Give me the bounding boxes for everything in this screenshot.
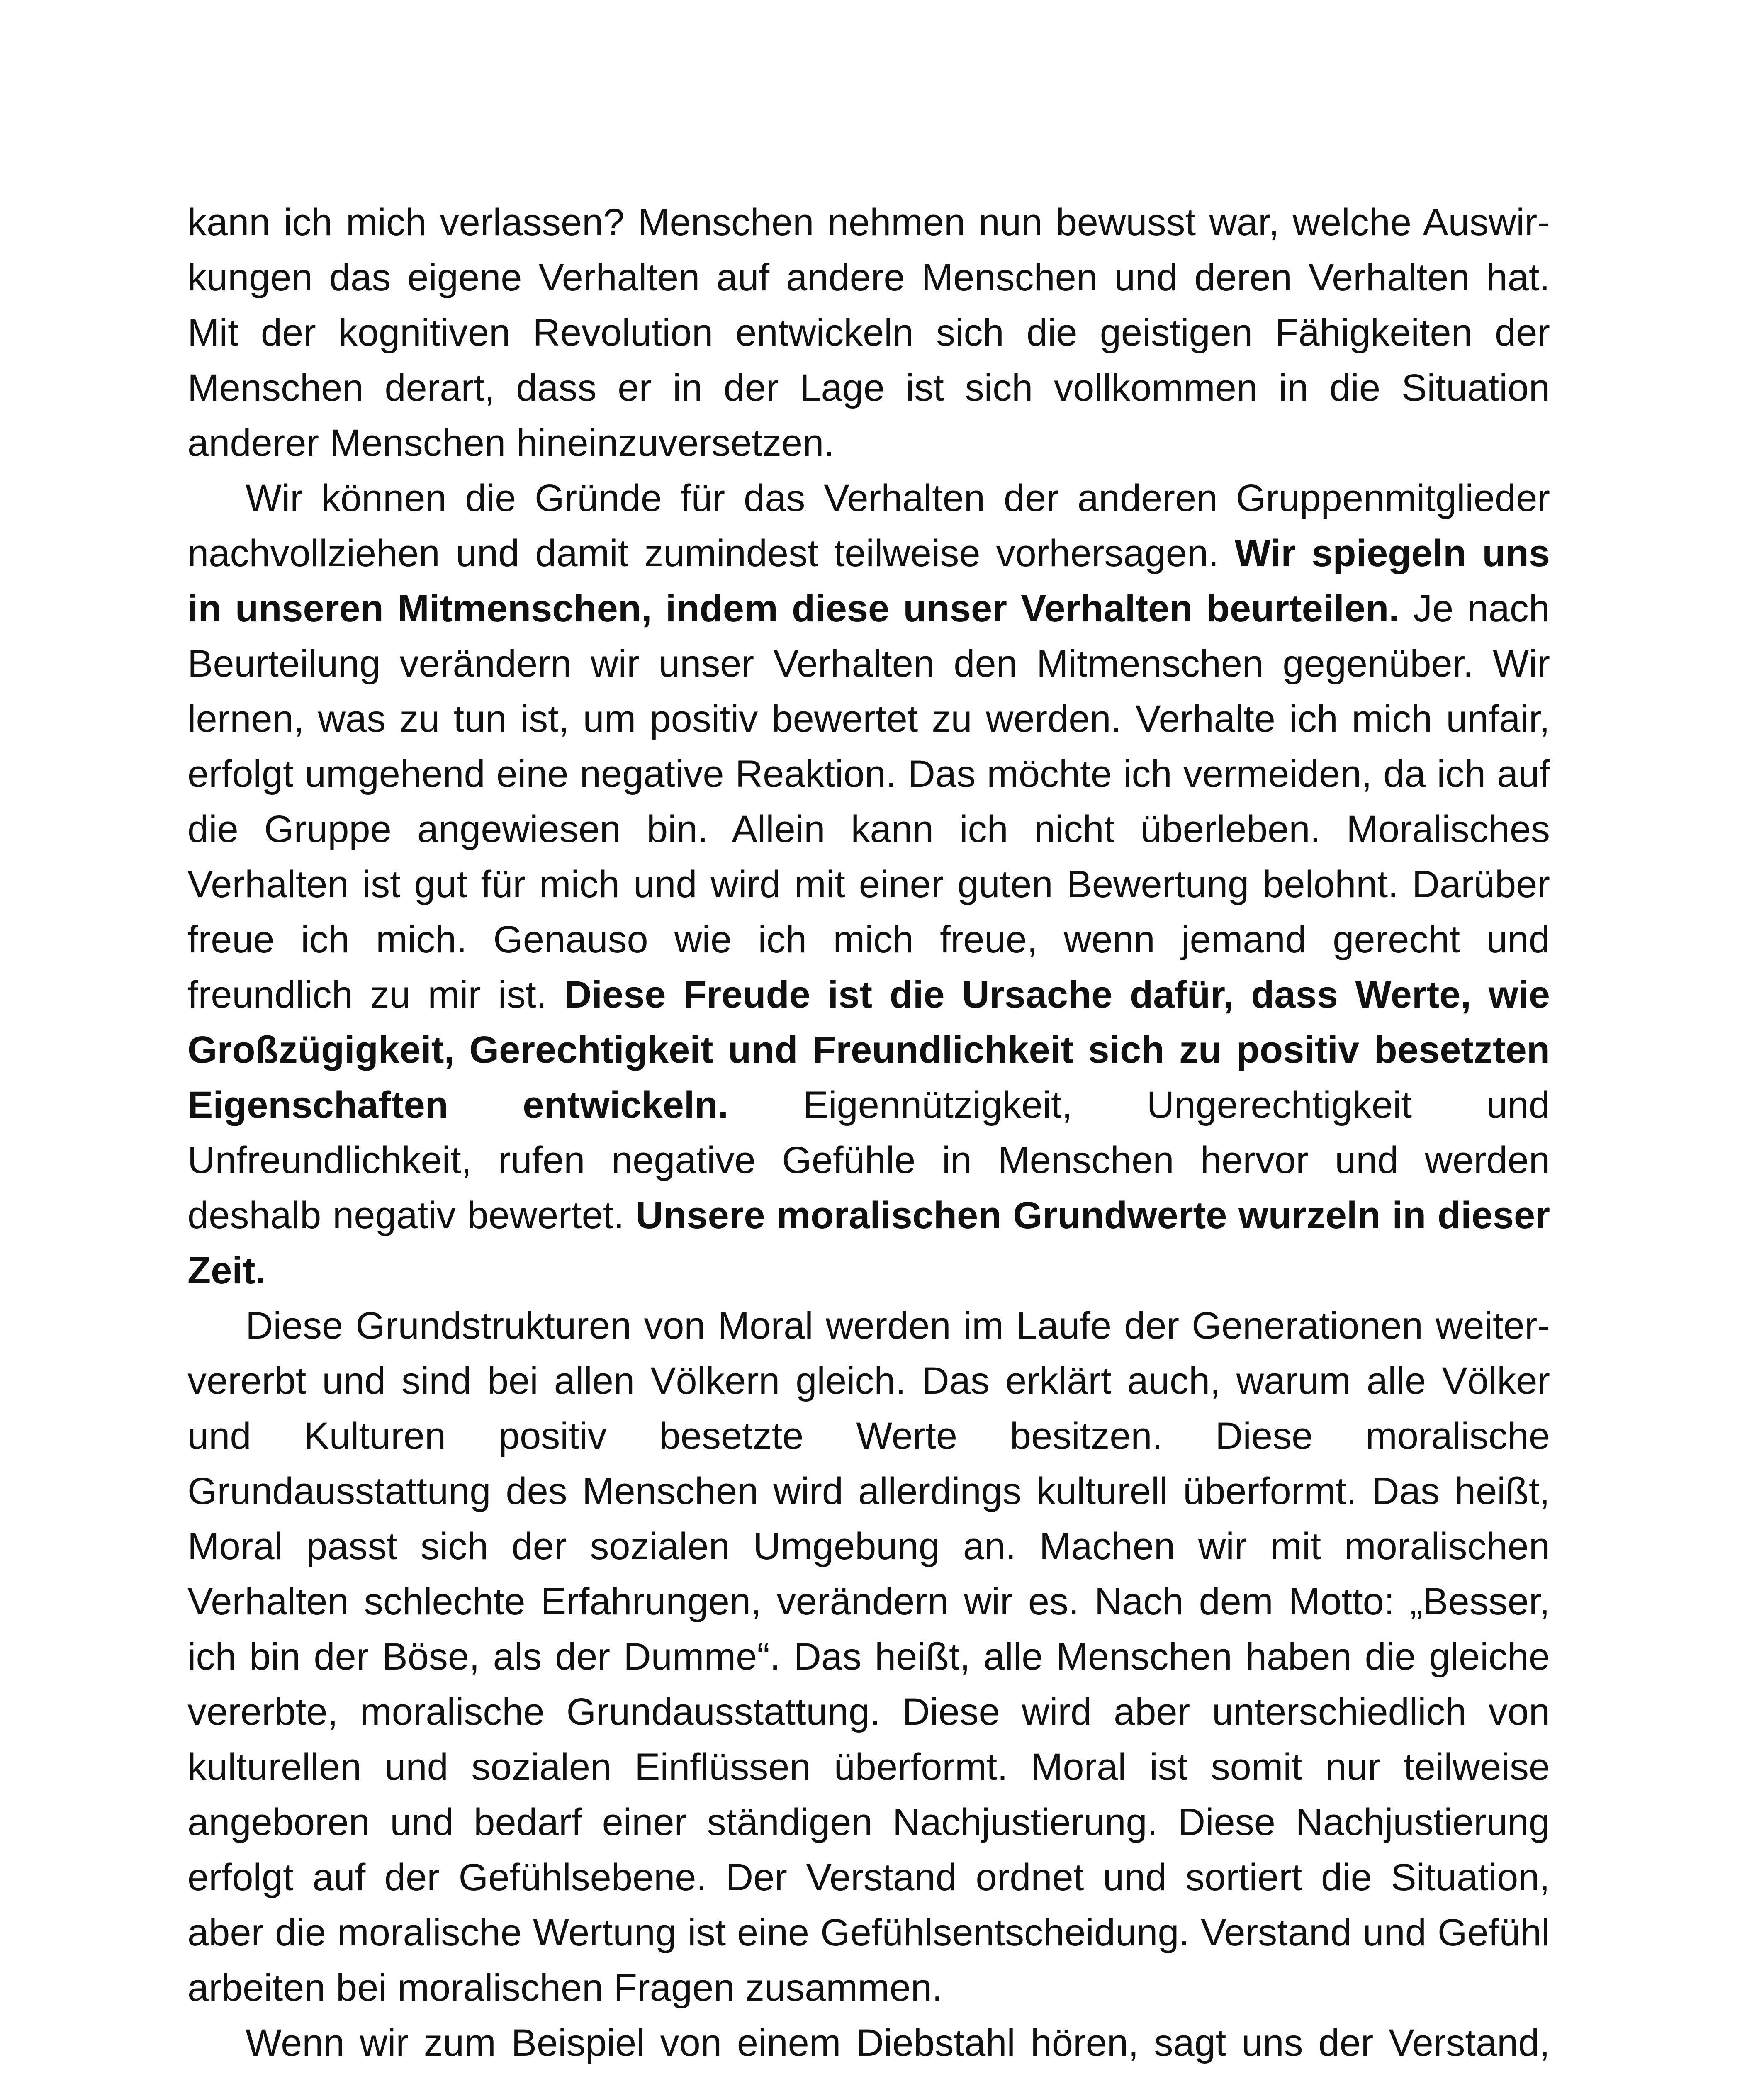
bold-text-run: Diese Freude ist die Ursache dafür, dass Werte, wie Großzügigkeit, Gerechtigkeit und Freundlichkeit sich zu positiv besetzten Eigenschaften entwickeln. xyxy=(187,974,1550,1126)
text-run: Je nach Beurteilung verändern wir unser Verhalten den Mitmenschen gegenüber. Wir lernen, was zu tun ist, um positiv bewertet zu werden. Verhalte ich mich unfair, erfolgt umgehend eine negative Reaktion. Das möchte ich vermeiden, da ich auf die Gruppe angewiesen bin. Allein kann ich nicht überleben. Moralisches Verhalten ist gut für mich und wird mit einer guten Bewertung belohnt. Darüber freue ich mich. Genauso wie ich mich freue, wenn jemand gerecht und freundlich zu mir ist. xyxy=(187,587,1550,1016)
text-run: Wir können die Gründe für das Verhalten der anderen Gruppenmitglieder nachvollziehen und damit zumindest teilweise vorhersagen. xyxy=(187,477,1550,574)
text-run: Diese Grundstrukturen von Moral werden im Laufe der Generationen weitervererbt und sind bei allen Völkern gleich. Das erklärt auch, warum alle Völker und Kulturen positiv besetzte Werte besitzen. Diese moralische Grundausstattung des Menschen wird allerdings kulturell überformt. Das heißt, Moral passt sich der sozialen Umgebung an. Machen wir mit moralischen Verhalten schlechte Erfahrungen, verändern wir es. Nach dem Motto: „Besser, ich bin der Böse, als der Dumme“. Das heißt, alle Menschen haben die gleiche vererbte, moralische Grundausstattung. Diese wird aber unterschiedlich von kulturellen und sozialen Einflüssen überformt. Moral ist somit nur teilweise angeboren und bedarf einer ständigen Nachjustierung. Diese Nachjustierung erfolgt auf der Gefühlsebene. Der Verstand ordnet und sortiert die Situation, aber die moralische Wertung ist eine Gefühlsentscheidung. Verstand und Gefühl arbeiten bei moralischen Fragen zusammen. xyxy=(187,1305,1550,2009)
paragraph xyxy=(187,471,1550,1298)
paragraph xyxy=(187,1298,1550,2016)
text-run: kann ich mich verlassen? Menschen nehmen nun bewusst war, welche Auswirkungen das eigene Verhalten auf andere Menschen und deren Verhalten hat. Mit der kognitiven Revolution entwickeln sich die geistigen Fähigkeiten der Menschen derart, dass er in der Lage ist sich vollkommen in die Situation anderer Menschen hineinzuversetzen. xyxy=(187,201,1550,464)
body-text xyxy=(187,195,1550,2074)
text-run: Eigennützigkeit, Ungerechtigkeit und Unfreundlichkeit, rufen negative Gefühle in Menschen hervor und werden deshalb negativ bewertet. xyxy=(187,1084,1550,1237)
paragraph xyxy=(187,2016,1550,2074)
paragraph xyxy=(187,195,1550,471)
text-run: Wenn wir zum Beispiel von einem Diebstahl hören, sagt uns der Verstand, xyxy=(246,2022,1550,2064)
bold-text-run: Wir spiegeln uns in unseren Mitmenschen, indem diese unser Verhalten beurteilen. xyxy=(187,532,1550,630)
bold-text-run: Unsere moralischen Grundwerte wurzeln in dieser Zeit. xyxy=(187,1194,1550,1292)
